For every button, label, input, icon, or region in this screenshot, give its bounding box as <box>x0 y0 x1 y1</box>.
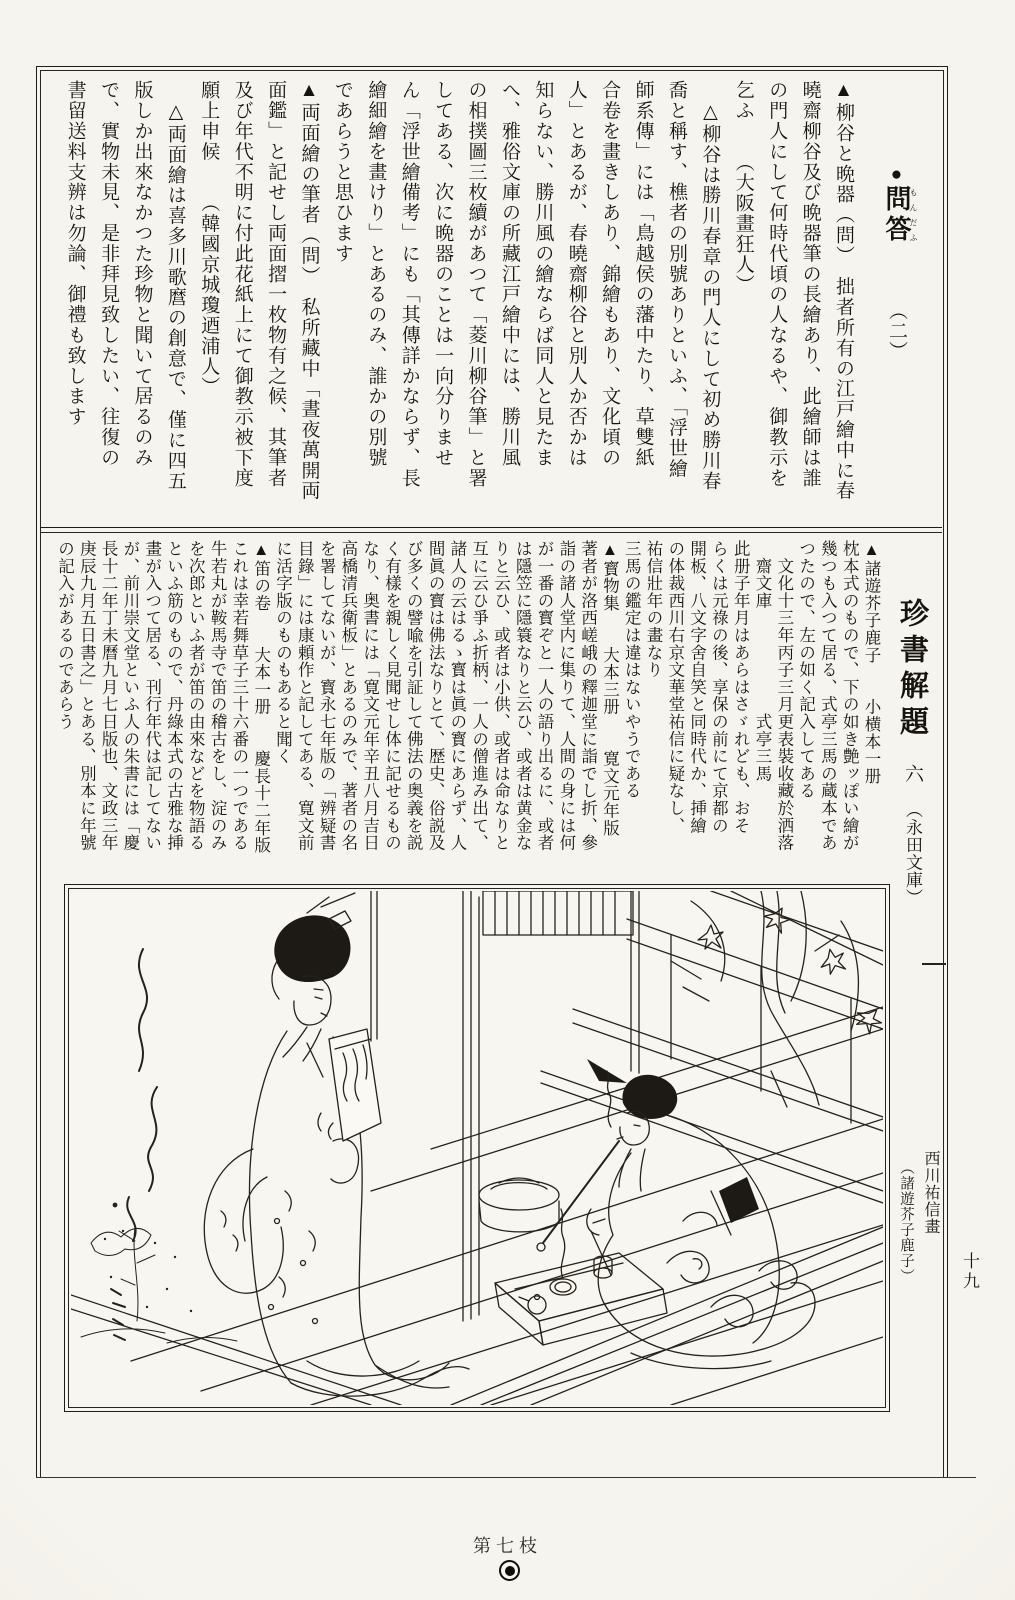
biblio-text-column: 文化十三年丙子三月更表裝收藏於洒落 <box>774 540 794 852</box>
header-tick-rule <box>922 963 946 965</box>
biblio-text-column: 長十二年丁未曆九月七日版也、文政三年 <box>99 540 119 852</box>
qa-text-column: 師系傳」には「鳥越侯の藩中たり、草雙紙 <box>632 80 654 468</box>
biblio-text-column: 詣の諸人堂内に集りて、人間の身には何 <box>556 540 576 852</box>
biblio-text-column: び多くの譬喩を引証して佛法の奥義を説 <box>404 540 424 852</box>
biblio-text-column: を署してないが、寳永七年版の「辨疑書 <box>317 540 337 852</box>
biblio-text-column: 高橋清兵衛板」とあるのみで、著者の名 <box>338 540 358 852</box>
qa-text-column: 書留送料支辨は勿論、御禮も致します <box>64 80 86 427</box>
qa-issue-number: （二） <box>886 301 907 361</box>
round-container <box>479 1178 559 1232</box>
qa-text-column: 及び年代不明に付此花紙上にて御教示被下度 <box>231 80 253 488</box>
qa-text-column: △柳谷は勝川春章の門人にして初め勝川春 <box>699 80 721 491</box>
qa-text-column: 乞ふ （大阪畫狂人） <box>732 80 754 295</box>
biblio-collection-name: （永田文庫） <box>903 801 922 906</box>
biblio-text-column: 枕本式のもので、下の如き艶ッぽい繪が <box>840 540 860 852</box>
biblio-text-column: が、前川崇文堂といふ人の朱書には「慶 <box>120 540 140 852</box>
biblio-text-column: つたので、左の如く記入してある <box>796 540 816 800</box>
biblio-text-column: が一番の寳ぞと一人の語り出るに、或者 <box>535 540 555 852</box>
qa-text-column: へ、雅俗文庫の所藏江戸繪中には、勝川風 <box>498 80 520 468</box>
biblio-text-column: を次郎といふ者が笛の由來などを物語る <box>186 540 206 852</box>
biblio-text-column: らくは元祿の後、享保の前にて京都の <box>709 540 729 835</box>
illustration-caption <box>894 1150 942 1420</box>
woodblock-illustration-frame <box>64 884 890 1412</box>
biblio-text-column: く有樣を親しく見聞せし体に記せるもの <box>382 540 402 852</box>
section-bullet-icon: ● <box>886 164 907 185</box>
qa-text-column: 人」とあるが、春曉齋柳谷と別人か否かは <box>565 80 587 468</box>
footer-rule <box>36 1477 976 1478</box>
qa-text-column: 曉齋柳谷及び晩器筆の長繪あり、此繪師は誰 <box>799 80 821 488</box>
biblio-columns <box>54 540 882 880</box>
qa-text-column: △両面繪は喜多川歌麿の創意で、僅に四五 <box>164 80 186 491</box>
biblio-section-title: 珍書解題 <box>896 598 928 742</box>
biblio-text-column: 祐信壯年の畫なり <box>644 540 664 679</box>
biblio-text-column: ▲笛の卷 大本一册 慶長十二年版 <box>251 540 271 854</box>
page-number: 十九 <box>960 1252 979 1292</box>
caption-artist: 西川祐信畫 <box>922 1150 939 1235</box>
biblio-text-column: りと云ひ、或者は小供、或者は命なりと <box>491 540 511 852</box>
qa-text-column: の門人にして何時代頃の人なるや、御教示を <box>766 80 788 488</box>
registration-mark-icon <box>499 1560 520 1581</box>
biblio-text-column: 庚辰九月五日書之」とある、別本に年號 <box>77 540 97 852</box>
landscape-screen <box>81 1227 237 1343</box>
biblio-installment-number: 六 <box>902 764 923 783</box>
qa-columns <box>58 80 860 528</box>
qa-text-column: 面鑑」と記せし両面摺一枚物有之候、其筆者 <box>265 80 287 488</box>
qa-text-column: の相撲圖三枚續があつて「菱川柳谷筆」と署 <box>465 80 487 488</box>
biblio-text-column: の記入があるのであらう <box>55 540 75 731</box>
biblio-text-column: の体裁西川右京文華堂祐信に疑なし、 <box>665 540 685 835</box>
biblio-text-column: 幾つも入つて居る、式亭三馬の蔵本であ <box>818 540 838 852</box>
biblio-text-column: といふ筋のもので、丹綠本式の古雅な挿 <box>164 540 184 852</box>
biblio-text-column: 牛若丸が鞍馬寺で笛の稽古をし、淀のみ <box>208 540 228 852</box>
biblio-text-column: 畫が入つて居る、刊行年代は記してない <box>142 540 162 852</box>
qa-section-header <box>874 80 918 612</box>
qa-text-column: 版しか出來なかつた珍物と聞いて居るのみ <box>131 80 153 468</box>
qa-text-column: で、實物未見、是非拜見致したい、往復の <box>98 80 120 468</box>
biblio-text-column: 三馬の鑑定は違はないやうである <box>622 540 642 800</box>
qa-text-column: ▲柳谷と晩器（問） 拙者所有の江戸繪中に春 <box>833 80 854 501</box>
biblio-text-column: に活字版のものもあると聞く <box>273 540 293 765</box>
biblio-section-header <box>886 544 938 976</box>
biblio-text-column: 齋文庫 式亭三馬 <box>753 540 773 783</box>
qa-text-column: 願上申候 （韓國京城瓊迺浦人） <box>198 80 220 397</box>
calligraphy-strokes <box>111 949 157 1340</box>
biblio-text-column: 互に云ひ爭ふ折柄、一人の僧進み出て、 <box>469 540 489 852</box>
qa-text-column: 喬と稱す、樵者の別號ありといふ、「浮世繪 <box>665 80 687 479</box>
qa-section <box>52 80 938 528</box>
qa-text-column: ▲両面繪の筆者（問） 私所藏中「晝夜萬開両 <box>298 80 320 501</box>
caption-work-title: （諸遊芥子鹿子） <box>898 1160 914 1284</box>
biblio-text-column: 間眞の寳は佛法なりとて、歴史、俗説及 <box>426 540 446 852</box>
qa-text-column: してある、次に晩器のことは一向分りませ <box>432 80 454 468</box>
seated-figure <box>537 1059 815 1369</box>
biblio-text-column: ▲諸遊芥子鹿子 小横本一册 <box>862 540 881 785</box>
qa-text-column: 繪細繪を畫けり」とあるのみ、誰かの別號 <box>365 80 387 468</box>
footer-title: 第七枝 <box>473 1536 542 1556</box>
standing-woman-figure <box>204 893 469 1396</box>
qa-title-furigana: もんだふ <box>909 185 918 245</box>
biblio-text-column: なり、奥書には「寛文元年辛丑八月吉日 <box>360 540 380 852</box>
biblio-text-column: ▲寳物集 大本三册 寛文元年版 <box>600 540 620 837</box>
biblio-text-column: 著者が洛西嵯峨の釋迦堂に詣でし折、參 <box>578 540 598 852</box>
qa-section-title: 問答もんだふ <box>882 185 918 245</box>
qa-text-column: ん「浮世繪備考」にも「其傳詳かならず、長 <box>398 80 420 488</box>
qa-text-column: 知らない、勝川風の繪ならば同人と見たま <box>532 80 554 468</box>
woodblock-illustration <box>71 891 883 1405</box>
biblio-section <box>50 540 882 880</box>
qa-text-column: 合卷を畫きしあり、錦繪もあり、文化頃の <box>599 80 621 468</box>
biblio-text-column: 目錄」には康頼作と記してある、寛文前 <box>295 540 315 852</box>
biblio-text-column: 諸人の云はるゝ寳は眞の寳にあらず、人 <box>447 540 467 852</box>
veranda-edge-beams <box>451 891 883 1405</box>
biblio-text-column: 開板、八文字舍自笑と同時代か、挿繪 <box>687 540 707 835</box>
biblio-text-column: これは幸若舞草子三十六番の一つである <box>229 540 249 852</box>
qa-text-column: であらうと思ひます <box>331 80 353 264</box>
biblio-text-column: 此册子年月はあらはさゞれども、おそ <box>731 540 751 835</box>
biblio-text-column: は隱笠に隱簑なりと云ひ、或者は黄金な <box>513 540 533 852</box>
tobacco-tray <box>495 1209 667 1345</box>
